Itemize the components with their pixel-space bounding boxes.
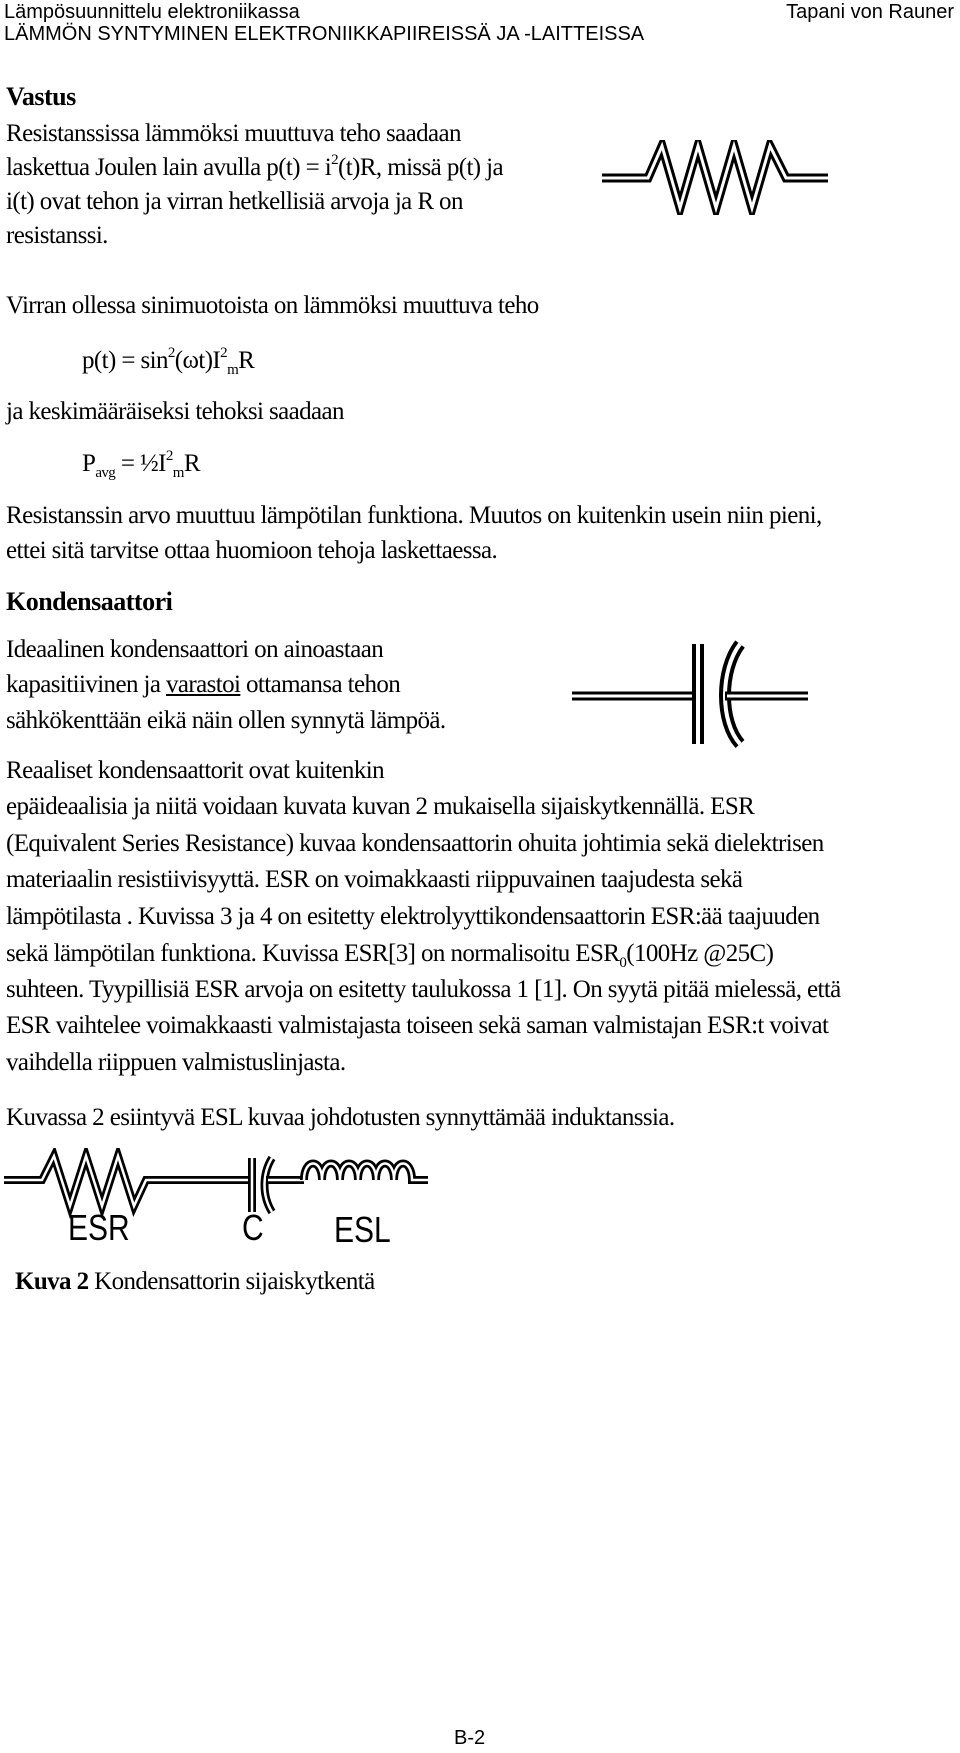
capacitor-symbol	[570, 640, 810, 750]
capacitor-para1-line3: sähkökenttään eikä näin ollen synnytä lämpöä.	[6, 707, 446, 734]
underlined-word: varastoi	[166, 671, 241, 698]
figure-caption: Kuva 2 Kondensattorin sijaiskytkentä	[15, 1268, 375, 1295]
section-heading-resistor: Vastus	[6, 82, 76, 111]
resistor-para4-line1: Resistanssin arvo muuttuu lämpötilan funktiona. Muutos on kuitenkin usein niin pieni,	[6, 502, 822, 529]
capacitor-para2-line7: suhteen. Tyypillisiä ESR arvoja on esitetty taulukossa 1 [1]. On syytä pitää mielessä, että	[6, 976, 841, 1003]
capacitor-para2-line6: sekä lämpötilan funktiona. Kuvissa ESR[3] on normalisoitu $ESR_0(100Hz$ @25C)	[6, 940, 774, 971]
resistor-para1-line1: Resistanssissa lämmöksi muuttuva teho saadaan	[6, 120, 461, 147]
capacitor-para2-line8: ESR vaihtelee voimakkaasti valmistajasta toiseen sekä saman valmistajan ESR:t voivat	[6, 1012, 829, 1039]
figure-label-c: C	[242, 1208, 264, 1249]
section-heading-capacitor: Kondensaattori	[6, 587, 173, 616]
resistor-symbol	[600, 140, 830, 215]
resistor-para1-line2: laskettua Joulen lain avulla $p(t) = i^2(t)R$, missä p(t) ja	[6, 152, 504, 181]
capacitor-para2-line5: lämpötilasta . Kuvissa 3 ja 4 on esitetty elektrolyyttikondensaattorin ESR:ää taajuuden	[6, 903, 820, 930]
header-subtitle: LÄMMÖN SYNTYMINEN ELEKTRONIIKKAPIIREISSÄ JA -LAITTEISSA	[4, 23, 645, 45]
capacitor-para1-line2: kapasitiivinen ja varastoi ottamansa tehon	[6, 671, 401, 698]
resistor-para3: ja keskimääräiseksi tehoksi saadaan	[6, 398, 344, 425]
capacitor-para2-line3: (Equivalent Series Resistance) kuvaa kondensaattorin ohuita johtimia sekä dielektrisen	[6, 830, 824, 857]
capacitor-para2-line2: epäideaalisia ja niitä voidaan kuvata kuvan 2 mukaisella sijaiskytkennällä. ESR	[6, 793, 755, 820]
page-number: B-2	[454, 1727, 486, 1749]
header-author: Tapani von Rauner	[786, 1, 954, 23]
resistor-para2: Virran ollessa sinimuotoista on lämmöksi muuttuva teho	[6, 292, 539, 319]
header-title: Lämpösuunnittelu elektroniikassa	[4, 1, 300, 23]
equation-average-power: $P_{avg}$ = $\frac{1}{2}I^2_mR$	[82, 448, 200, 481]
capacitor-para2-line4: materiaalin resistiivisyyttä. ESR on voimakkaasti riippuvainen taajudesta sekä	[6, 866, 743, 893]
capacitor-para2-line1: Reaaliset kondensaattorit ovat kuitenkin	[6, 757, 384, 784]
equation-instant-power: $p(t) = \sin^2(\omega t)I^2_mR$	[82, 345, 255, 378]
capacitor-para3: Kuvassa 2 esiintyvä ESL kuvaa johdotusten synnyttämää induktanssia.	[6, 1104, 675, 1131]
capacitor-para1-line1: Ideaalinen kondensaattori on ainoastaan	[6, 636, 384, 663]
resistor-para1-line4: resistanssi.	[6, 222, 108, 249]
figure-label-esl: ESL	[334, 1210, 391, 1251]
figure-label-esr: ESR	[68, 1208, 130, 1249]
resistor-para4-line2: ettei sitä tarvitse ottaa huomioon tehoja laskettaessa.	[6, 537, 498, 564]
resistor-para1-line3: i(t) ovat tehon ja virran hetkellisiä arvoja ja R on	[6, 188, 463, 215]
capacitor-para2-line9: vaihdella riippuen valmistuslinjasta.	[6, 1049, 346, 1076]
